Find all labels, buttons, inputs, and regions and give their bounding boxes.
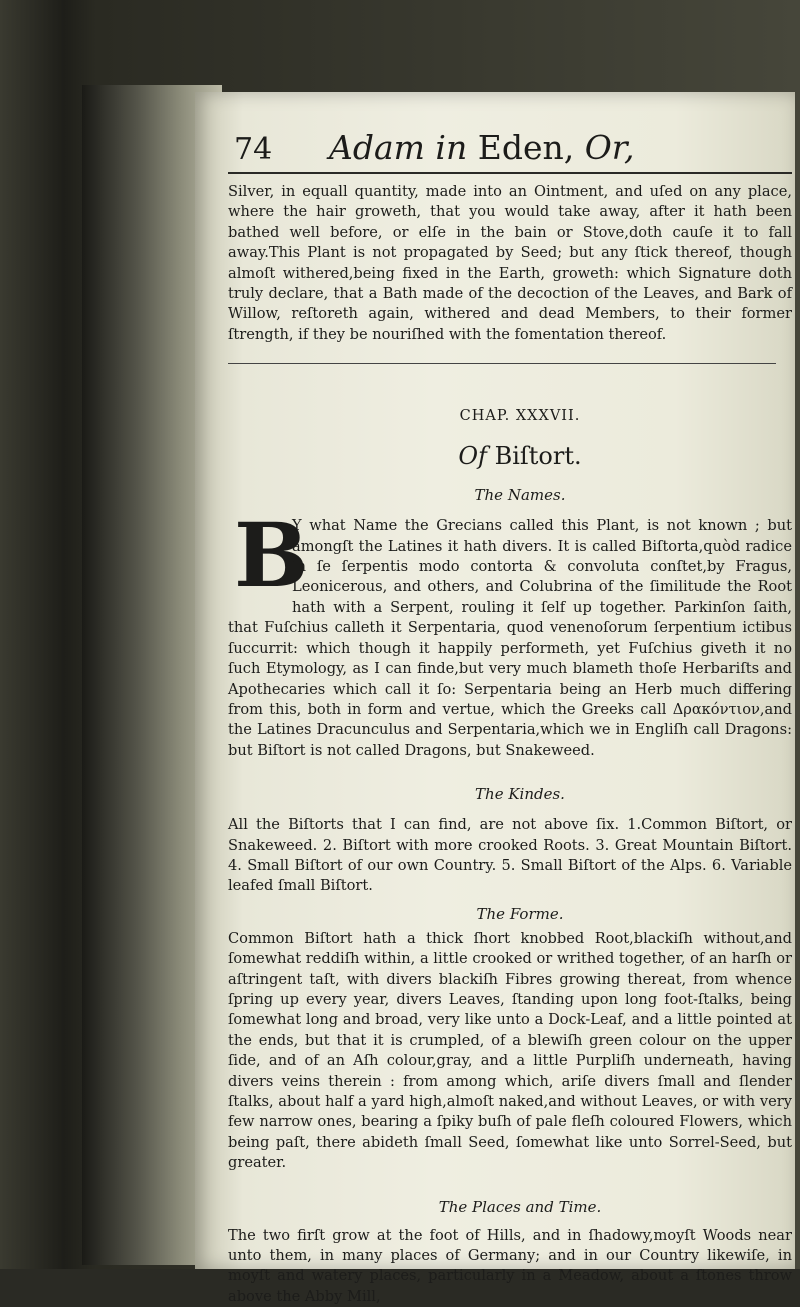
names-heading: The Names.	[474, 486, 566, 505]
chapter-subject-name: Biſtort.	[494, 442, 582, 471]
running-title-part3: Or,	[584, 128, 635, 167]
page-number: 74	[234, 132, 273, 167]
section-rule	[228, 363, 776, 364]
running-title	[329, 128, 634, 167]
running-head	[228, 128, 792, 174]
names-section	[228, 503, 792, 761]
places-heading: The Places and Time.	[438, 1197, 602, 1216]
running-title-part1: Adam in	[329, 128, 468, 167]
kindes-paragraph: All the Biſtorts that I can find, are not above ſix. 1.Common Biſtort, or Snakeweed. 2. Biſtort with more crooked Roots. 3. Great Mountain Biſtort. 4. Small Biſtort of our own Country. 5. Small Biſtort of the Alps. 6. Variable leafed ſmall Biſtort.	[228, 816, 792, 895]
page-content	[228, 128, 792, 1307]
drop-cap: B	[234, 503, 309, 608]
running-title-part2: Eden,	[477, 128, 575, 167]
chapter-subject	[248, 442, 792, 470]
places-paragraph: The two firſt grow at the foot of Hills, and in ſhadowy,moyſt Woods near unto them, in many places of Germany; and in our Country likewiſe, in moyſt and watery places, particularly in a Meadow, about a ſtones throw above the Abby Mill,	[228, 1226, 792, 1305]
chapter-subject-of: Of	[458, 442, 487, 471]
forme-heading: The Forme.	[476, 904, 564, 923]
chapter-label: CHAP. XXXVII.	[459, 408, 581, 425]
names-paragraph: Y what Name the Grecians called this Plant, is not known ; but amongſt the Latines it hath divers. It is called Biſtorta,quòd radice in ſe ſerpentis modo contorta & convoluta conſtet,by Fragus, Leonicerous, and others, and Colubrina of the ſimilitude the Root hath with a Serpent, rouling it ſelf up together. Parkinſon ſaith, that Fuſchius calleth it Serpentaria, quod venenoſorum ſerpentium ictibus ſuccurrit: which though it happily performeth, yet Fuſchius giveth it no ſuch Etymology, as I can finde,but very much blameth thoſe Herbariſts and Apothecaries which call it ſo: Serpentaria being an Herb much differing from this, both in form and vertue, which the Greeks call Δρακόντιον,and the Latines Dracunculus and Serpentaria,which we in Engliſh call Dragons: but Biſtort is not called Dragons, but Snakeweed.	[228, 517, 792, 759]
forme-paragraph: Common Biſtort hath a thick ſhort knobbed Root,blackiſh without,and ſomewhat reddiſh within, a little crooked or writhed together, of an harſh or aſtringent taſt, with divers blackiſh Fibres growing thereat, from whence ſpring up every year, divers Leaves, ſtanding upon long foot-ſtalks, being ſomewhat long and broad, very like unto a Dock-Leaf, and a little pointed at the ends, but that it is crumpled, of a blewiſh green colour on the upper ſide, and of an Aſh colour,gray, and a little Purpliſh underneath, having divers veins therein : from among which, ariſe divers ſmall and ſlender ſtalks, about half a yard high,almoſt naked,and without Leaves, or with very few narrow ones, bearing a ſpiky buſh of pale fleſh coloured Flowers, which being paſt, there abideth ſmall Seed, ſomewhat like unto Sorrel-Seed, but greater.	[228, 929, 792, 1172]
kindes-heading: The Kindes.	[475, 785, 565, 804]
intro-paragraph: Silver, in equall quantity, made into an Ointment, and uſed on any place, where the hair groweth, that you would take away, after it hath been bathed well before, or elſe in the bain or Stove,doth cauſe it to fall away.This Plant is not propagated by Seed; but any ſtick thereof, though almoſt withered,being fixed in the Earth, groweth: which Signature doth truly declare, that a Bath made of the decoction of the Leaves, and Bark of Willow, reſtoreth again, withered and dead Members, to their former ſtrength, if they be nouriſhed with the fomentation thereof.	[228, 183, 792, 343]
